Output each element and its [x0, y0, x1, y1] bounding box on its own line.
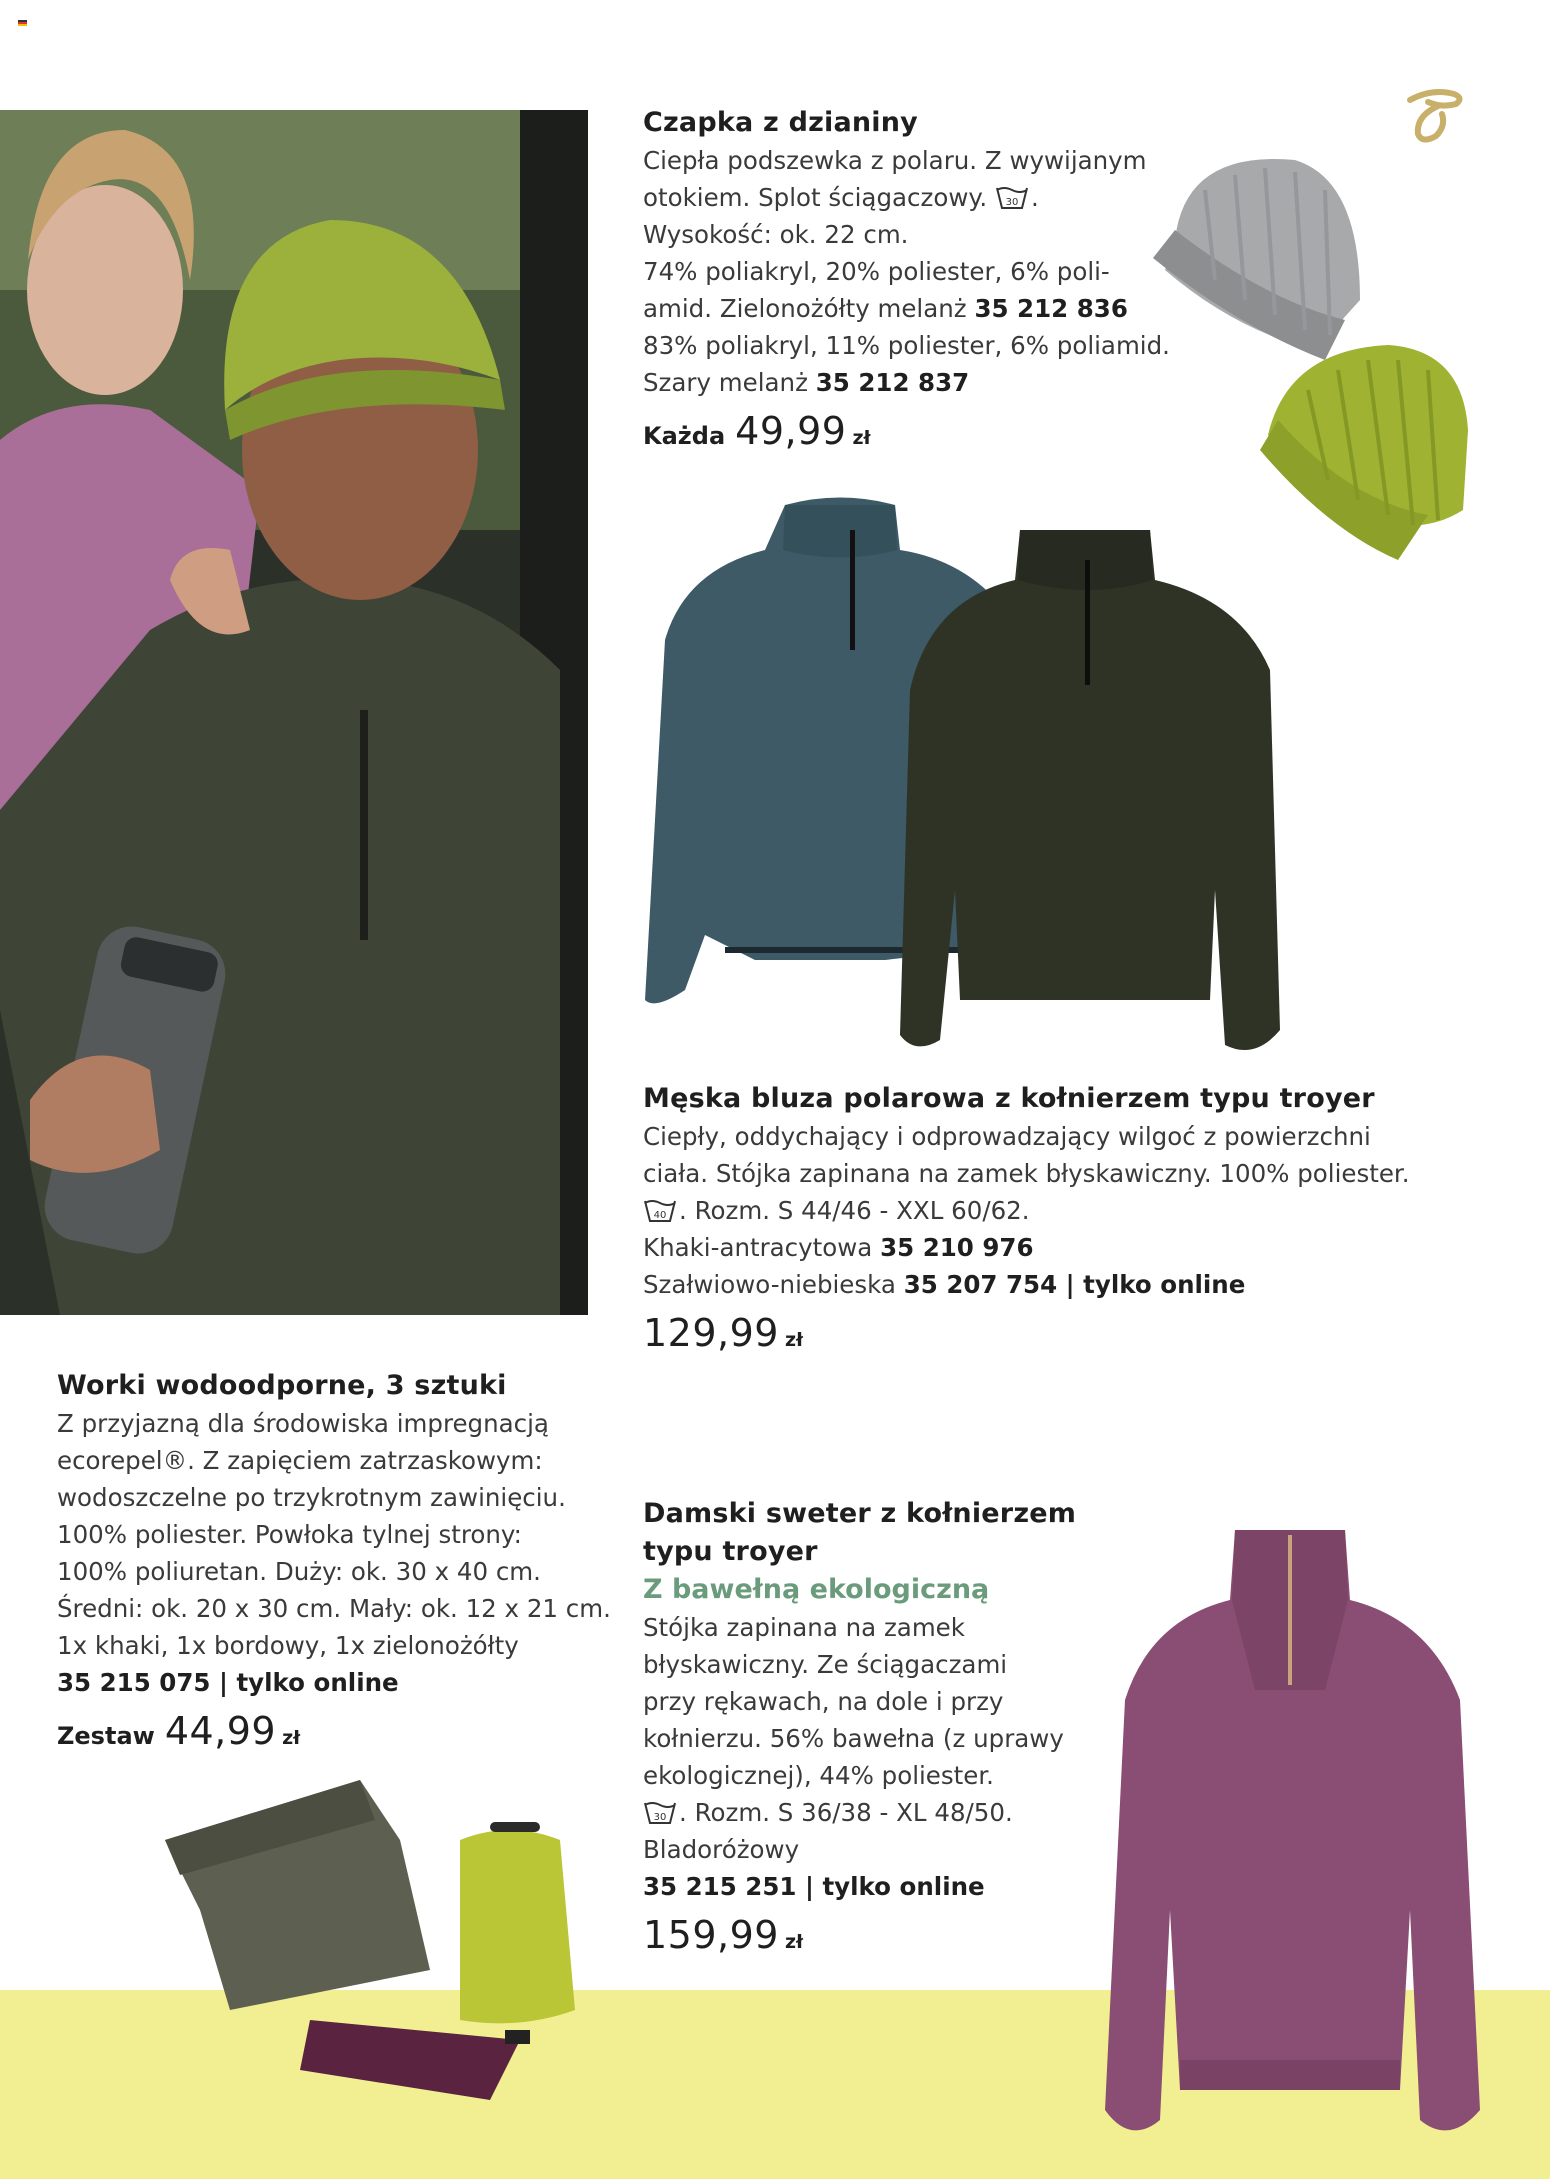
sweater-title: Damski sweter z kołnierzem — [643, 1498, 1077, 1529]
green-beanie-image — [1258, 340, 1473, 565]
sweater-line: 30 . Rozm. S 36/38 - XL 48/50. — [643, 1794, 1143, 1831]
wash-30-icon — [995, 184, 1029, 210]
bags-line: Z przyjazną dla środowiska impregnacją — [57, 1409, 549, 1438]
article-number: 35 215 251 | tylko online — [643, 1872, 985, 1901]
bags-line: 1x khaki, 1x bordowy, 1x zielonożółty — [57, 1631, 519, 1660]
fleece-line: Ciepły, oddychający i odprowadzający wilgoć z powierzchni — [643, 1122, 1371, 1151]
svg-text:40: 40 — [653, 1210, 667, 1221]
bags-line: 100% poliester. Powłoka tylnej strony: — [57, 1520, 522, 1549]
hat-line: amid. Zielonożółty melanż 35 212 836 — [643, 294, 1128, 323]
fleece-line: Szałwiowo-niebieska 35 207 754 | tylko online — [643, 1270, 1246, 1299]
bags-line: 100% poliuretan. Duży: ok. 30 x 40 cm. — [57, 1557, 541, 1586]
svg-text:30: 30 — [653, 1812, 667, 1823]
sweater-price: 159,99 zł — [643, 1913, 804, 1957]
grey-beanie-image — [1145, 150, 1360, 365]
hat-line: otokiem. Splot ściągaczowy. 30 . — [643, 183, 1039, 212]
article-number: 35 212 837 — [815, 368, 970, 397]
hat-line: 74% poliakryl, 20% poliester, 6% poli- — [643, 257, 1110, 286]
hat-price: Każda 49,99 zł — [643, 409, 871, 453]
wash-30-icon — [643, 1799, 677, 1825]
dry-bags-image — [160, 1780, 580, 2120]
sweater-line: ekologicznej), 44% poliester. — [643, 1761, 994, 1790]
sweater-line: Bladoróżowy — [643, 1835, 800, 1864]
sweater-description — [643, 1495, 1143, 1957]
sweater-line: Stójka zapinana na zamek — [643, 1613, 965, 1642]
sweater-line: błyskawiczny. Ze ściągaczami — [643, 1650, 1008, 1679]
bags-price: Zestaw 44,99 zł — [57, 1709, 301, 1753]
bags-line: Średni: ok. 20 x 30 cm. Mały: ok. 12 x 21 cm. — [57, 1594, 611, 1623]
sweater-title: typu troyer — [643, 1536, 818, 1567]
bags-line: ecorepel®. Z zapięciem zatrzaskowym: — [57, 1446, 543, 1475]
corner-flag-mark — [18, 20, 27, 26]
lifestyle-photo — [0, 110, 588, 1315]
fleece-line: Khaki-antracytowa 35 210 976 — [643, 1233, 1034, 1262]
bags-line: wodoszczelne po trzykrotnym zawinięciu. — [57, 1483, 566, 1512]
pink-sweater-image — [1100, 1530, 1490, 2155]
hat-title: Czapka z dzianiny — [643, 107, 918, 138]
bags-description — [57, 1367, 617, 1753]
article-number: 35 215 075 | tylko online — [57, 1668, 399, 1697]
fleece-line: ciała. Stójka zapinana na zamek błyskawiczny. 100% poliester. — [643, 1159, 1410, 1188]
khaki-fleece-image — [900, 530, 1285, 1060]
fleece-description — [643, 1080, 1443, 1355]
hat-description — [643, 104, 1203, 453]
brand-logo — [1402, 82, 1466, 148]
bags-title: Worki wodoodporne, 3 sztuki — [57, 1370, 507, 1401]
article-number: 35 207 754 | tylko online — [903, 1270, 1246, 1299]
eco-subtitle: Z bawełną ekologiczną — [643, 1574, 990, 1605]
wash-40-icon — [643, 1197, 677, 1223]
hat-line: Szary melanż 35 212 837 — [643, 368, 970, 397]
hat-line: Wysokość: ok. 22 cm. — [643, 220, 909, 249]
fleece-title: Męska bluza polarowa z kołnierzem typu troyer — [643, 1083, 1375, 1114]
article-number: 35 212 836 — [974, 294, 1128, 323]
hat-line: Ciepła podszewka z polaru. Z wywijanym — [643, 146, 1147, 175]
article-number: 35 210 976 — [880, 1233, 1034, 1262]
svg-text:30: 30 — [1005, 197, 1019, 208]
fleece-price: 129,99 zł — [643, 1311, 804, 1355]
fleece-line: 40 . Rozm. S 44/46 - XXL 60/62. — [643, 1192, 1443, 1229]
sweater-line: kołnierzu. 56% bawełna (z uprawy — [643, 1724, 1064, 1753]
sweater-line: przy rękawach, na dole i przy — [643, 1687, 1004, 1716]
hat-line: 83% poliakryl, 11% poliester, 6% poliamid. — [643, 331, 1170, 360]
